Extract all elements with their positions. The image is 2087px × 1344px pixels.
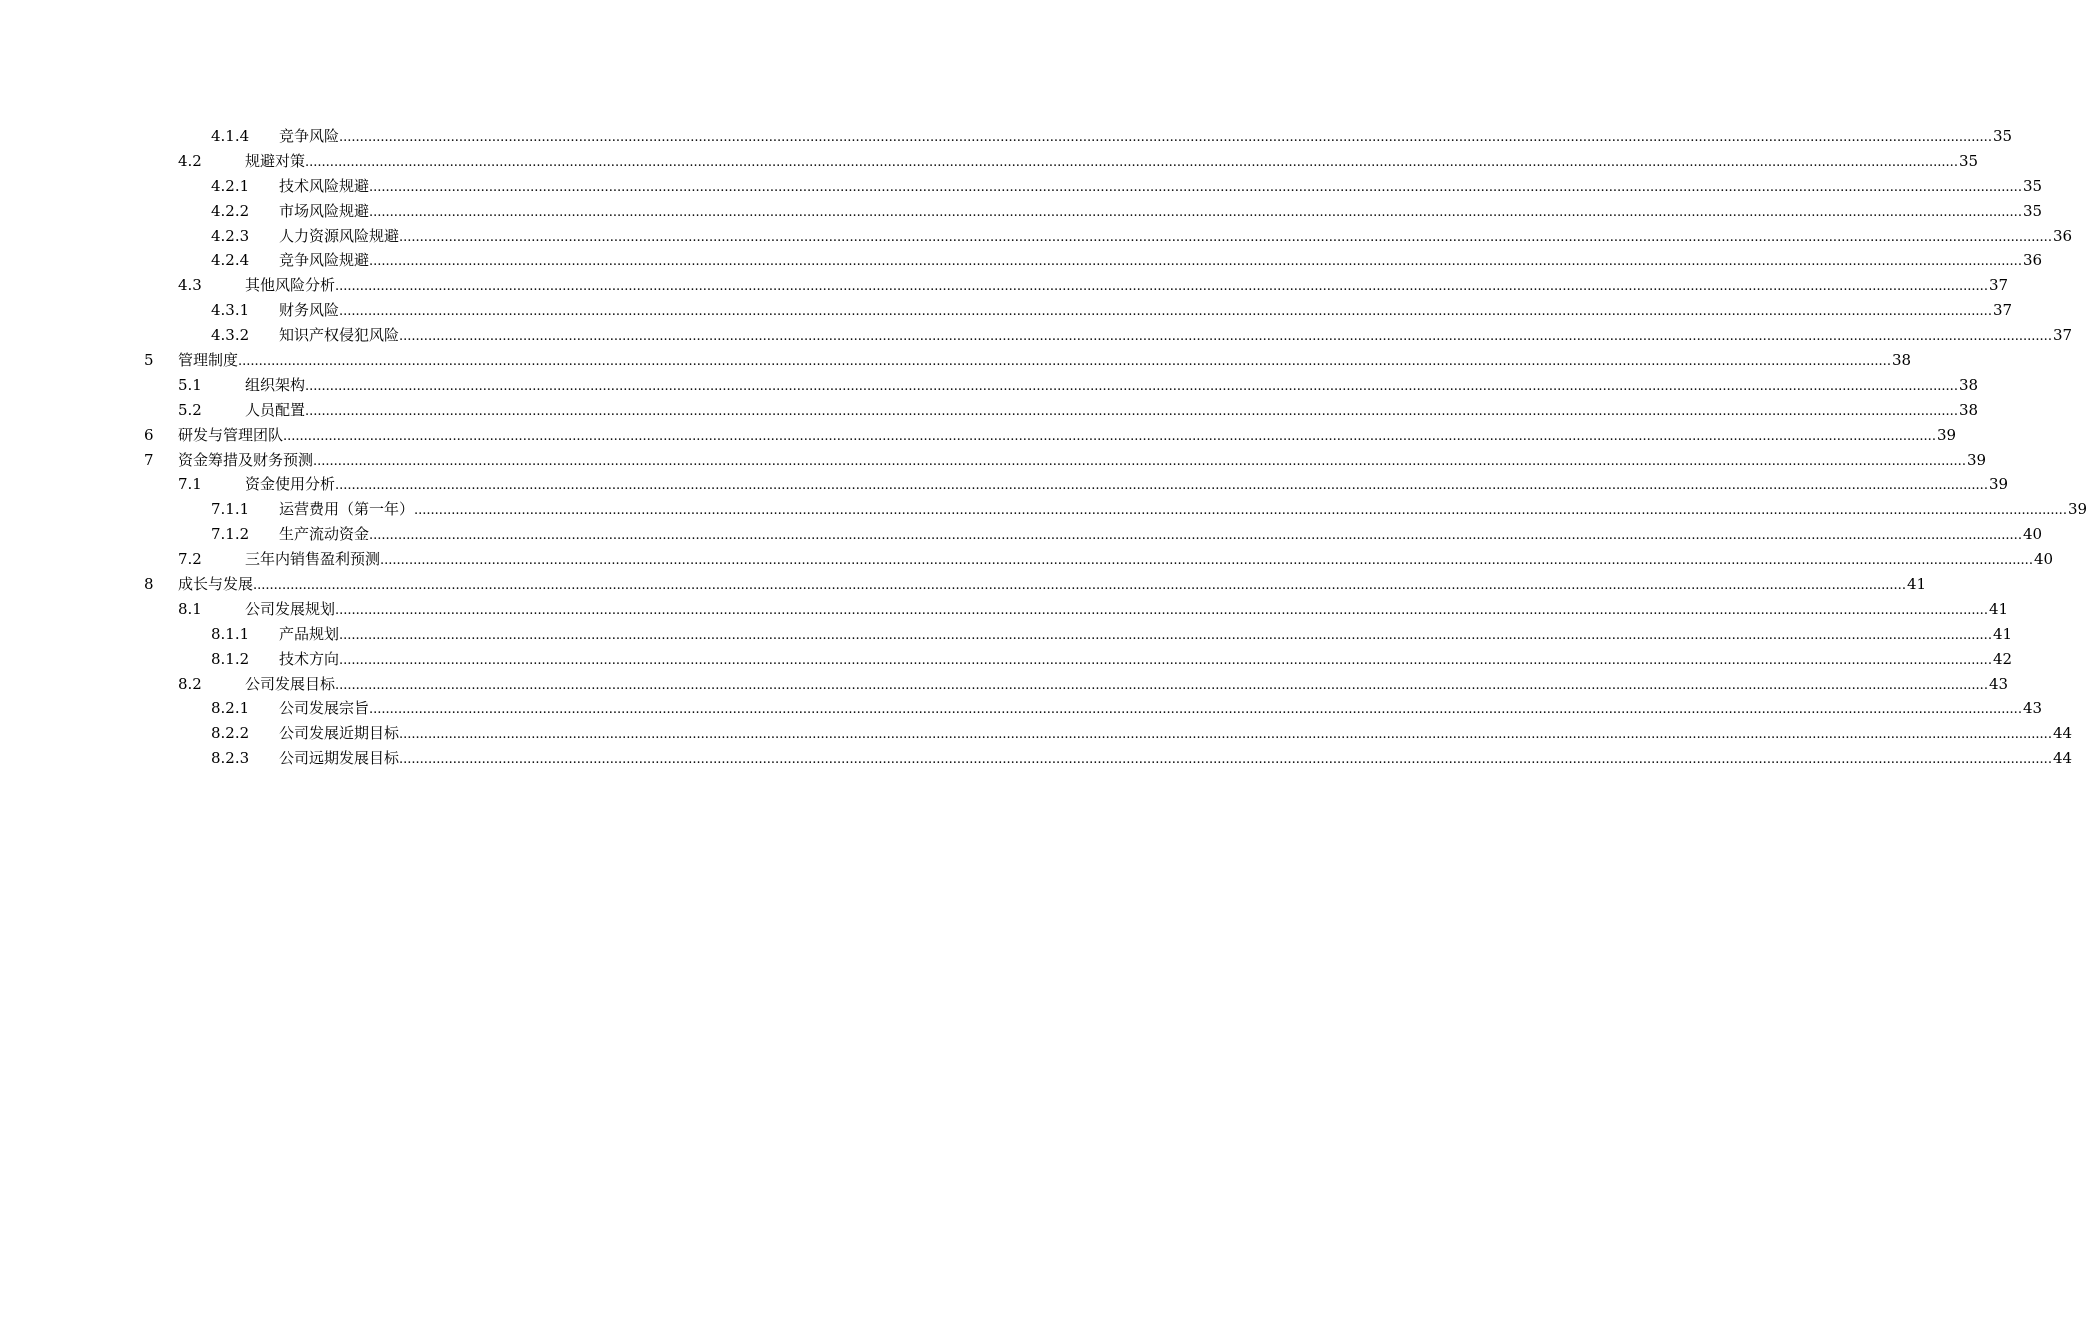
toc-entry-title: 知识产权侵犯风险 (279, 323, 399, 348)
toc-entry[interactable] (0, 273, 2009, 298)
toc-entry-number: 8 (144, 575, 154, 594)
toc-entry-title: 财务风险 (279, 298, 339, 323)
toc-dot-leader: ................................................................................................................................................................................................................................................................................................................................................................................................................ (380, 553, 2033, 569)
toc-entry-number: 7.1.1 (211, 500, 250, 519)
toc-entry-title: 公司远期发展目标 (279, 746, 399, 771)
toc-entry[interactable] (0, 423, 1957, 448)
toc-entry[interactable] (0, 348, 1912, 373)
toc-entry-page: 36 (2052, 226, 2073, 245)
toc-entry[interactable] (0, 149, 1979, 174)
toc-entry-page: 44 (2052, 724, 2073, 743)
toc-entry-page: 35 (1992, 127, 2013, 145)
toc-entry-line (279, 696, 2043, 723)
toc-entry-page: 41 (1906, 575, 1927, 594)
toc-dot-leader: ................................................................................................................................................................................................................................................................................................................................................................................................................ (335, 602, 1988, 618)
toc-entry-line (279, 622, 2013, 649)
toc-entry-line (245, 273, 2009, 300)
toc-entry[interactable] (0, 522, 2043, 547)
toc-entry-title: 运营费用（第一年） (279, 497, 414, 522)
toc-entry[interactable] (0, 124, 2013, 149)
toc-entry-number: 8.2.1 (211, 699, 250, 718)
toc-entry-number: 7.1 (178, 475, 202, 494)
toc-entry-page: 38 (1958, 375, 1979, 394)
toc-entry[interactable] (0, 398, 1979, 423)
toc-entry-title: 其他风险分析 (245, 273, 335, 298)
toc-entry-page: 35 (2022, 201, 2043, 220)
toc-entry-title: 人员配置 (245, 398, 305, 423)
toc-entry-number: 7.2 (178, 550, 202, 569)
toc-entry-page: 36 (2022, 251, 2043, 270)
toc-entry[interactable] (0, 373, 1979, 398)
toc-entry-line (279, 174, 2043, 201)
toc-entry[interactable] (0, 672, 2009, 697)
toc-dot-leader: ................................................................................................................................................................................................................................................................................................................................................................................................................ (335, 279, 1988, 295)
toc-entry-page: 38 (1958, 400, 1979, 419)
toc-entry-line (279, 224, 2073, 251)
toc-entry-line (245, 597, 2009, 624)
toc-entry[interactable] (0, 721, 2073, 746)
toc-entry-line (178, 572, 1927, 599)
toc-dot-leader: ................................................................................................................................................................................................................................................................................................................................................................................................................ (238, 354, 1891, 370)
toc-entry-line (178, 348, 1912, 375)
toc-entry-number: 7 (144, 450, 154, 469)
toc-entry-title: 生产流动资金 (279, 522, 369, 547)
toc-entry-title: 规避对策 (245, 149, 305, 174)
toc-dot-leader: ................................................................................................................................................................................................................................................................................................................................................................................................................ (369, 254, 2022, 270)
toc-dot-leader: ................................................................................................................................................................................................................................................................................................................................................................................................................ (339, 652, 1992, 668)
toc-entry[interactable] (0, 572, 1927, 597)
toc-entry-title: 竞争风险规避 (279, 248, 369, 273)
toc-entry-number: 4.3.2 (211, 326, 250, 345)
toc-entry-title: 公司发展规划 (245, 597, 335, 622)
toc-entry[interactable] (0, 696, 2043, 721)
toc-entry-number: 8.2.2 (211, 724, 250, 743)
toc-entry-number: 4.2.3 (211, 226, 250, 245)
toc-dot-leader: ................................................................................................................................................................................................................................................................................................................................................................................................................ (283, 428, 1936, 444)
toc-entry-page: 41 (1988, 599, 2009, 618)
toc-entry[interactable] (0, 224, 2073, 249)
toc-entry-number: 5.1 (178, 375, 202, 394)
toc-entry-title: 组织架构 (245, 373, 305, 398)
toc-entry[interactable] (0, 472, 2009, 497)
toc-entry[interactable] (0, 248, 2043, 273)
toc-entry-page: 37 (2052, 326, 2073, 345)
toc-entry[interactable] (0, 199, 2043, 224)
toc-entry-number: 6 (144, 425, 154, 444)
toc-entry-line (279, 323, 2073, 350)
toc-entry-number: 4.2.1 (211, 176, 250, 195)
toc-dot-leader: ................................................................................................................................................................................................................................................................................................................................................................................................................ (399, 229, 2052, 245)
toc-entry-title: 公司发展目标 (245, 672, 335, 697)
toc-entry-page: 40 (2022, 525, 2043, 544)
toc-entry[interactable] (0, 547, 2054, 572)
toc-entry-line (279, 746, 2073, 773)
toc-entry-line (279, 298, 2013, 325)
toc-entry-number: 4.2.2 (211, 201, 250, 220)
toc-entry-title: 竞争风险 (279, 124, 339, 149)
toc-entry-title: 产品规划 (279, 622, 339, 647)
toc-entry-line (279, 124, 2013, 151)
toc-entry-number: 5 (144, 351, 154, 370)
toc-entry-line (245, 398, 1979, 425)
toc-entry-line (178, 448, 1987, 475)
toc-entry-title: 人力资源风险规避 (279, 224, 399, 249)
toc-entry-line (245, 672, 2009, 699)
toc-dot-leader: ................................................................................................................................................................................................................................................................................................................................................................................................................ (305, 378, 1958, 394)
toc-entry-number: 4.3 (178, 276, 202, 295)
toc-entry-number: 8.2.3 (211, 749, 250, 768)
toc-dot-leader: ................................................................................................................................................................................................................................................................................................................................................................................................................ (335, 677, 1988, 693)
toc-entry-page: 37 (1988, 276, 2009, 295)
toc-entry-number: 4.3.1 (211, 301, 250, 320)
toc-entry-title: 资金筹措及财务预测 (178, 448, 313, 473)
toc-entry-page: 40 (2033, 550, 2054, 569)
toc-entry-title: 管理制度 (178, 348, 238, 373)
toc-entry-page: 38 (1891, 351, 1912, 370)
toc-entry-title: 成长与发展 (178, 572, 253, 597)
toc-entry-title: 研发与管理团队 (178, 423, 283, 448)
toc-entry[interactable] (0, 746, 2073, 771)
toc-entry-number: 8.1 (178, 599, 202, 618)
toc-entry[interactable] (0, 448, 1987, 473)
toc-entry-line (245, 149, 1979, 176)
toc-entry[interactable] (0, 622, 2013, 647)
toc-entry-number: 8.2 (178, 674, 202, 693)
toc-entry-number: 4.2 (178, 151, 202, 170)
toc-dot-leader: ................................................................................................................................................................................................................................................................................................................................................................................................................ (399, 727, 2052, 743)
toc-entry-number: 8.1.1 (211, 624, 250, 643)
toc-entry-line (178, 423, 1957, 450)
toc-entry-number: 4.2.4 (211, 251, 250, 270)
toc-entry-page: 39 (1936, 425, 1957, 444)
toc-dot-leader: ................................................................................................................................................................................................................................................................................................................................................................................................................ (369, 702, 2022, 718)
toc-dot-leader: ................................................................................................................................................................................................................................................................................................................................................................................................................ (369, 179, 2022, 195)
toc-entry-number: 5.2 (178, 400, 202, 419)
toc-entry-page: 42 (1992, 649, 2013, 668)
toc-entry[interactable] (0, 597, 2009, 622)
toc-entry-line (279, 721, 2073, 748)
toc-entry-line (279, 248, 2043, 275)
toc-entry-line (279, 199, 2043, 226)
toc-entry-page: 44 (2052, 749, 2073, 768)
toc-dot-leader: ................................................................................................................................................................................................................................................................................................................................................................................................................ (414, 503, 2067, 519)
toc-entry-page: 43 (1988, 674, 2009, 693)
toc-entry-line (245, 373, 1979, 400)
toc-dot-leader: ................................................................................................................................................................................................................................................................................................................................................................................................................ (369, 204, 2022, 220)
toc-dot-leader: ................................................................................................................................................................................................................................................................................................................................................................................................................ (399, 329, 2052, 345)
toc-entry-line (279, 522, 2043, 549)
toc-dot-leader: ................................................................................................................................................................................................................................................................................................................................................................................................................ (253, 578, 1906, 594)
toc-dot-leader: ................................................................................................................................................................................................................................................................................................................................................................................................................ (339, 627, 1992, 643)
toc-entry-line (279, 647, 2013, 674)
toc-dot-leader: ................................................................................................................................................................................................................................................................................................................................................................................................................ (313, 453, 1966, 469)
toc-dot-leader: ................................................................................................................................................................................................................................................................................................................................................................................................................ (339, 304, 1992, 320)
toc-entry-page: 39 (2067, 500, 2087, 519)
toc-dot-leader: ................................................................................................................................................................................................................................................................................................................................................................................................................ (305, 403, 1958, 419)
toc-entry-number: 4.1.4 (211, 127, 250, 145)
toc-entry-page: 41 (1992, 624, 2013, 643)
toc-entry-title: 市场风险规避 (279, 199, 369, 224)
toc-entry-page: 35 (2022, 176, 2043, 195)
toc-dot-leader: ................................................................................................................................................................................................................................................................................................................................................................................................................ (399, 752, 2052, 768)
toc-entry-title: 公司发展宗旨 (279, 696, 369, 721)
toc-entry-page: 39 (1966, 450, 1987, 469)
toc-entry-page: 39 (1988, 475, 2009, 494)
table-of-contents (0, 124, 2087, 771)
toc-entry[interactable] (0, 497, 2087, 522)
toc-dot-leader: ................................................................................................................................................................................................................................................................................................................................................................................................................ (369, 528, 2022, 544)
toc-entry[interactable] (0, 323, 2073, 348)
toc-entry-number: 7.1.2 (211, 525, 250, 544)
toc-entry-number: 8.1.2 (211, 649, 250, 668)
toc-entry-title: 公司发展近期目标 (279, 721, 399, 746)
toc-dot-leader: ................................................................................................................................................................................................................................................................................................................................................................................................................ (305, 154, 1958, 170)
toc-entry-title: 资金使用分析 (245, 472, 335, 497)
toc-entry-line (245, 472, 2009, 499)
toc-entry-title: 技术方向 (279, 647, 339, 672)
toc-entry-title: 技术风险规避 (279, 174, 369, 199)
toc-entry-title: 三年内销售盈利预测 (245, 547, 380, 572)
toc-entry[interactable] (0, 647, 2013, 672)
toc-entry-page: 43 (2022, 699, 2043, 718)
toc-entry-line (279, 497, 2087, 524)
toc-entry[interactable] (0, 174, 2043, 199)
toc-entry[interactable] (0, 298, 2013, 323)
toc-dot-leader: ................................................................................................................................................................................................................................................................................................................................................................................................................ (339, 130, 1992, 145)
toc-entry-page: 37 (1992, 301, 2013, 320)
toc-dot-leader: ................................................................................................................................................................................................................................................................................................................................................................................................................ (335, 478, 1988, 494)
toc-entry-page: 35 (1958, 151, 1979, 170)
toc-entry-line (245, 547, 2054, 574)
